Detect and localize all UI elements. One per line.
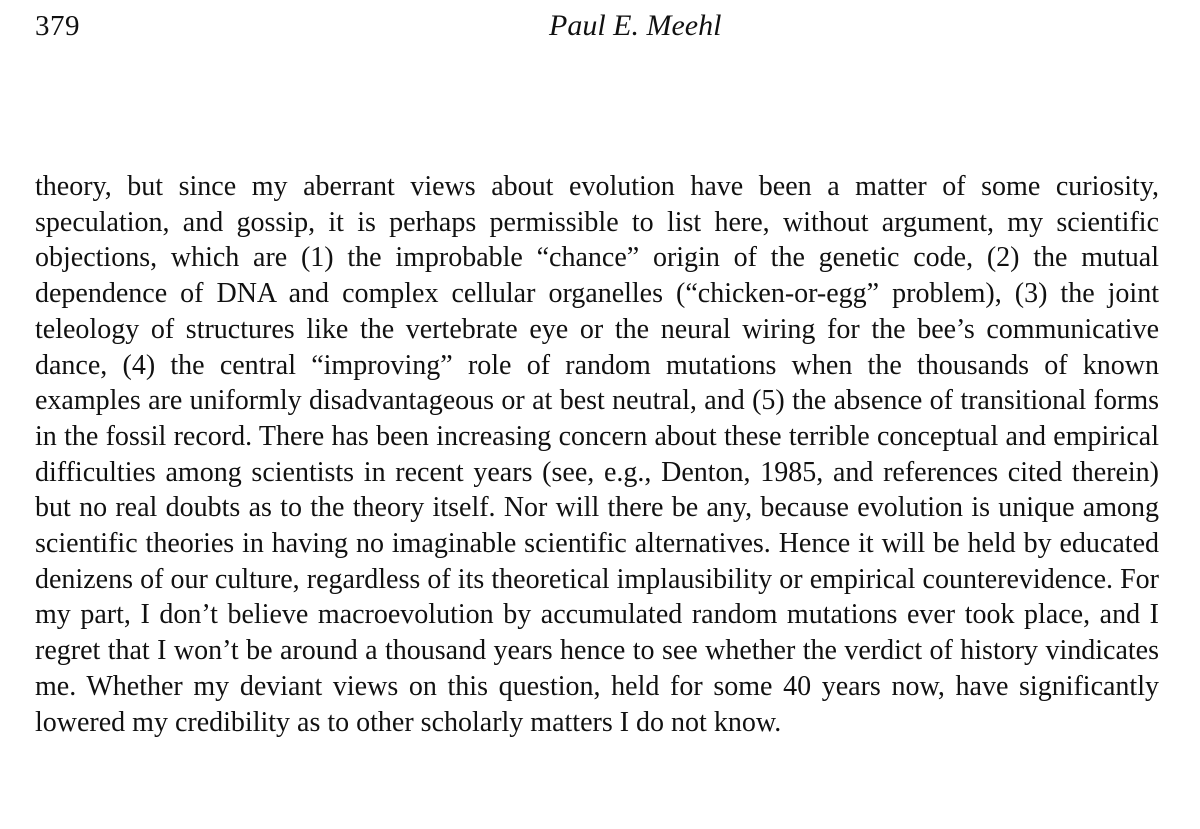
running-head-author: Paul E. Meehl — [549, 9, 722, 42]
page-header — [0, 0, 1200, 60]
page-number: 379 — [35, 10, 80, 42]
body-text — [35, 169, 1159, 740]
paragraph: theory, but since my aberrant views about evolution have been a matter of some curiosity, speculation, and gossip, it is perhaps permissible to list here, without argument, my scientific objections, which are (1) the improbable “chance” origin of the genetic code, (2) the mutual dependence of DNA and complex cellular organelles (“chicken-or-egg” problem), (3) the joint teleology of structures like the vertebrate eye or the neural wiring for the bee’s communicative dance, (4) the central “improving” role of random mutations when the thousands of known examples are uniformly disadvantageous or at best neutral, and (5) the absence of transitional forms in the fossil record. There has been increasing concern about these terrible conceptual and empirical difficulties among scientists in recent years (see, e.g., Denton, 1985, and references cited therein) but no real doubts as to the theory itself. Nor will there be any, because evolution is unique among scientific theories in having no imaginable scientific alternatives. Hence it will be held by educated denizens of our culture, regardless of its theoretical implausibility or empirical counterevidence. For my part, I don’t believe macroevolution by accumulated random mutations ever took place, and I regret that I won’t be around a thousand years hence to see whether the verdict of history vindicates me. Whether my deviant views on this question, held for some 40 years now, have significantly lowered my credibility as to other scholarly matters I do not know. — [35, 171, 1159, 738]
